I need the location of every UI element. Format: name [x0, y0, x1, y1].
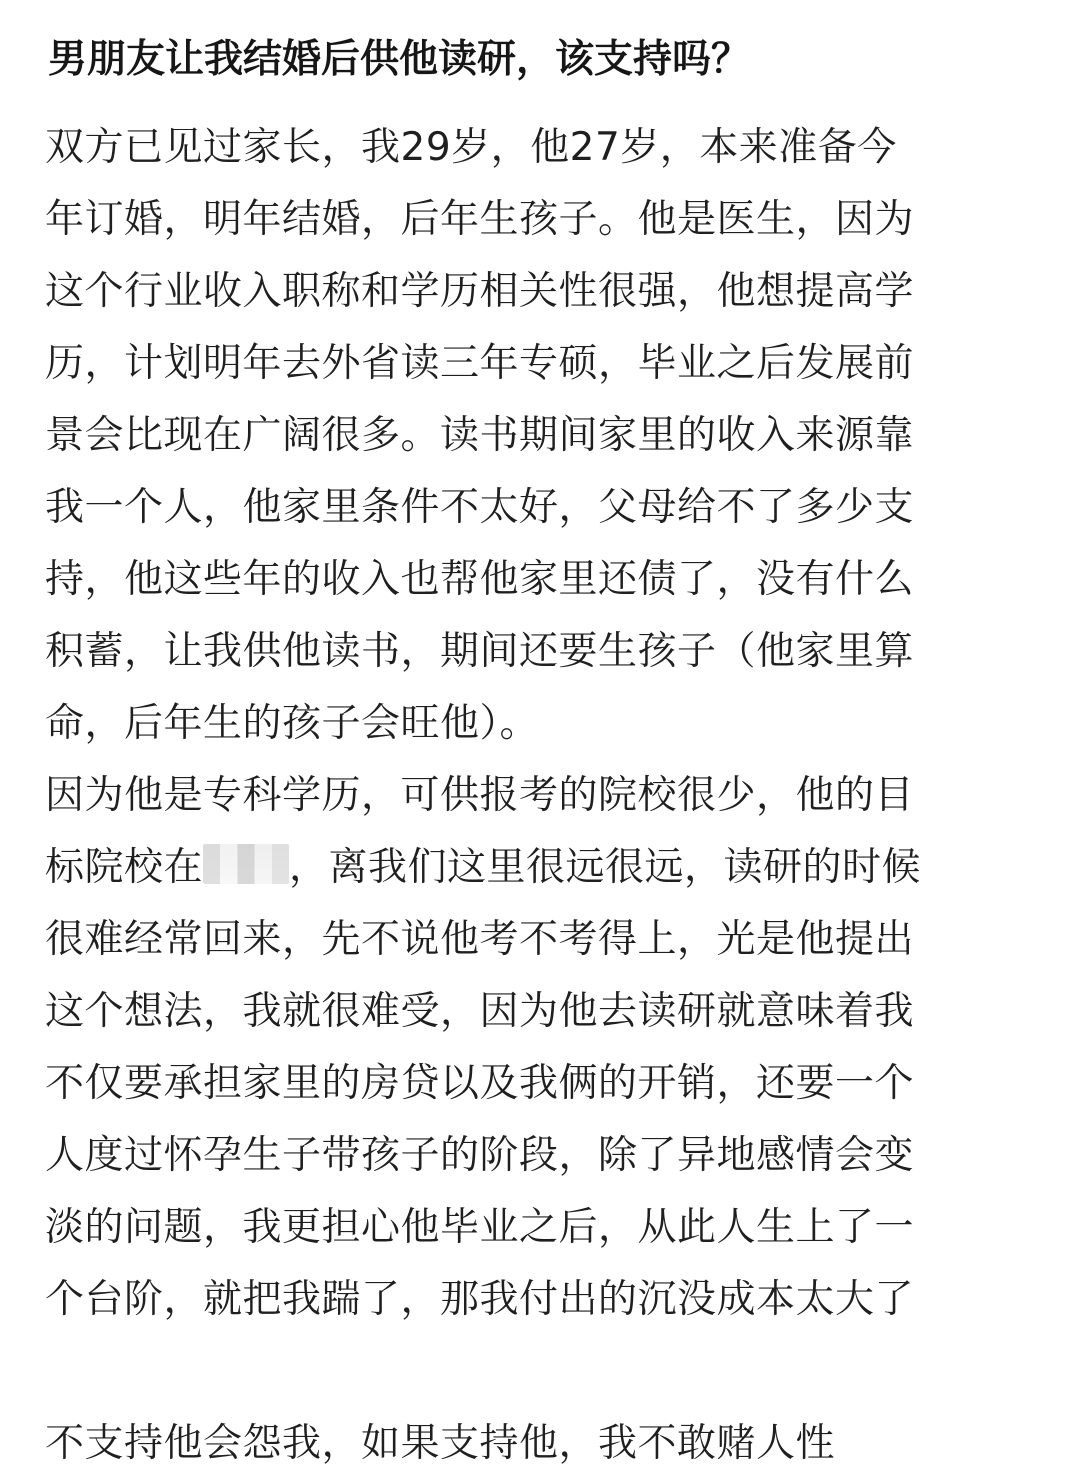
- paragraph-spacer: [45, 1336, 1040, 1408]
- body-line: 历，计划明年去外省读三年专硕，毕业之后发展前: [45, 341, 915, 386]
- body-line: 这个想法，我就很难受，因为他去读研就意味着我: [45, 989, 915, 1034]
- body-line: 这个行业收入职称和学历相关性很强，他想提高学: [45, 269, 915, 314]
- post-body: [45, 112, 1040, 1480]
- body-line: 人度过怀孕生子带孩子的阶段，除了异地感情会变: [45, 1133, 915, 1178]
- body-line: 我一个人，他家里条件不太好，父母给不了多少支: [45, 485, 915, 530]
- body-line: 淡的问题，我更担心他毕业之后，从此人生上了一: [45, 1205, 915, 1250]
- closing-line: 不支持他会怨我，如果支持他，我不敢赌人性: [45, 1421, 836, 1466]
- body-line: 不仅要承担家里的房贷以及我俩的开销，还要一个: [45, 1061, 915, 1106]
- body-line: 景会比现在广阔很多。读书期间家里的收入来源靠: [45, 413, 915, 458]
- body-line: 积蓄，让我供他读书，期间还要生孩子（他家里算: [45, 629, 915, 674]
- body-line: 双方已见过家长，我29岁，他27岁，本来准备今: [45, 125, 897, 170]
- body-line: 因为他是专科学历，可供报考的院校很少，他的目: [45, 773, 915, 818]
- redaction-mosaic: [203, 844, 289, 884]
- body-line: 命，后年生的孩子会旺他）。: [45, 701, 540, 746]
- body-line: 持，他这些年的收入也帮他家里还债了，没有什么: [45, 557, 915, 602]
- body-line: 年订婚，明年结婚，后年生孩子。他是医生，因为: [45, 197, 915, 242]
- body-line: 很难经常回来，先不说他考不考得上，光是他提出: [45, 917, 915, 962]
- body-line-redacted: [45, 832, 1040, 904]
- post-title: 男朋友让我结婚后供他读研，该支持吗？: [48, 37, 751, 82]
- body-text-segment: 标院校在: [45, 845, 204, 890]
- body-line: 个台阶，就把我踹了，那我付出的沉没成本太大了: [45, 1277, 915, 1322]
- body-text-segment: ，离我们这里很远很远，读研的时候: [289, 845, 922, 890]
